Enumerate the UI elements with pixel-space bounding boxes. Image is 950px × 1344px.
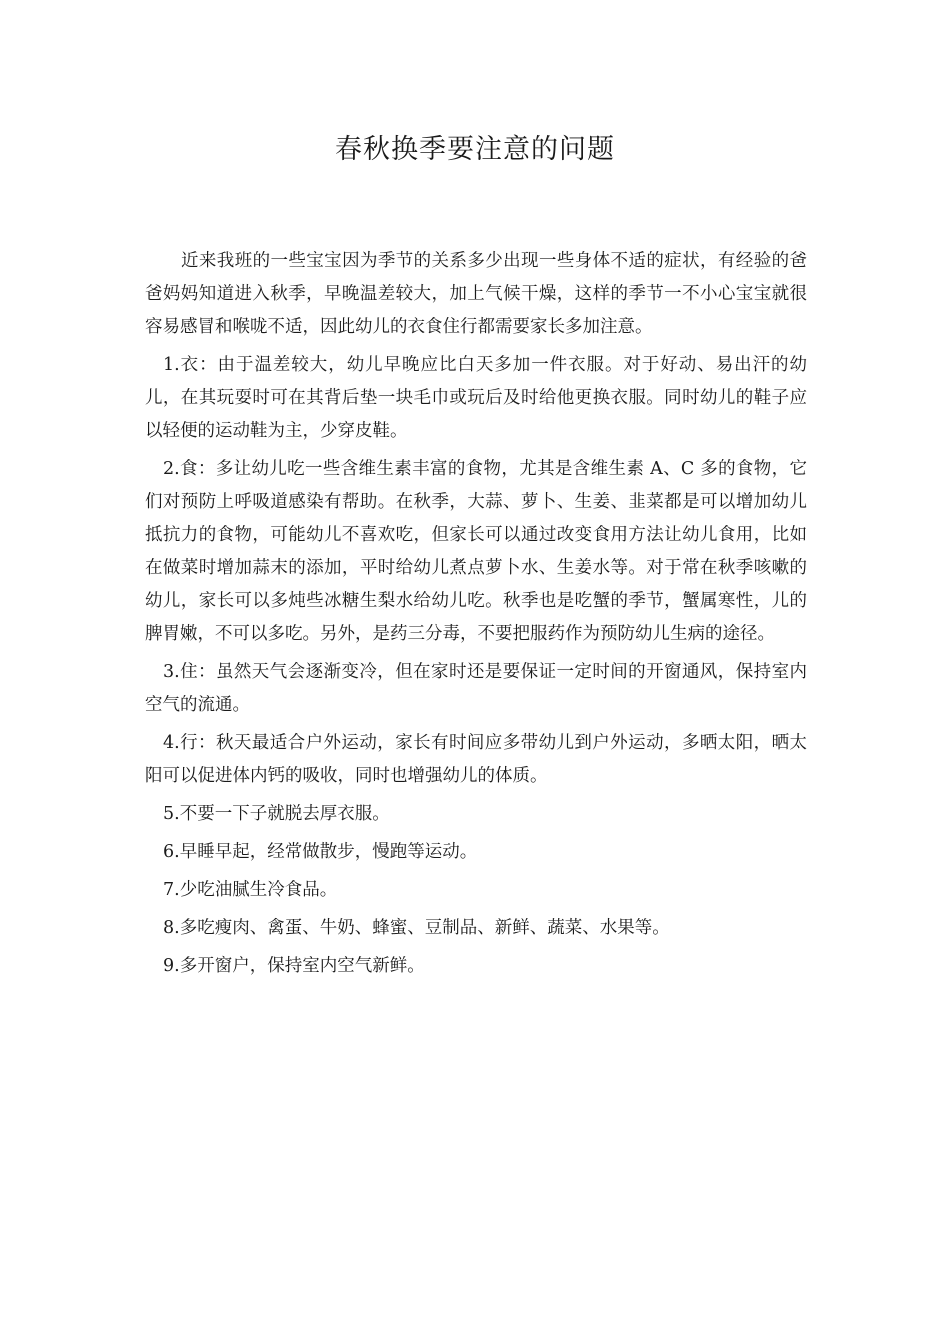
list-item: 8.多吃瘦肉、禽蛋、牛奶、蜂蜜、豆制品、新鲜、蔬菜、水果等。 (163, 918, 670, 938)
list-item: 5.不要一下子就脱去厚衣服。 (163, 804, 390, 824)
list-item-travel: 4.行：秋天最适合户外运动，家长有时间应多带幼儿到户外运动，多晒太阳，晒太阳可以促进体内钙的吸收，同时也增强幼儿的体质。 (145, 733, 807, 786)
page-title: 春秋换季要注意的问题 (335, 134, 615, 165)
list-item: 7.少吃油腻生冷食品。 (163, 880, 338, 900)
list-item-clothing: 1.衣：由于温差较大，幼儿早晚应比白天多加一件衣服。对于好动、易出汗的幼儿，在其玩耍时可在其背后垫一块毛巾或玩后及时给他更换衣服。同时幼儿的鞋子应以轻便的运动鞋为主，少穿皮鞋。 (145, 355, 807, 441)
list-item-housing: 3.住：虽然天气会逐渐变冷，但在家时还是要保证一定时间的开窗通风，保持室内空气的流通。 (145, 662, 807, 715)
list-item: 6.早睡早起，经常做散步，慢跑等运动。 (163, 842, 478, 862)
intro-paragraph: 近来我班的一些宝宝因为季节的关系多少出现一些身体不适的症状，有经验的爸爸妈妈知道进入秋季，早晚温差较大，加上气候干燥，这样的季节一不小心宝宝就很容易感冒和喉咙不适，因此幼儿的衣食住行都需要家长多加注意。 (145, 251, 807, 337)
document-body (145, 245, 807, 988)
list-item: 9.多开窗户，保持室内空气新鲜。 (163, 956, 425, 976)
list-item-food: 2.食：多让幼儿吃一些含维生素丰富的食物，尤其是含维生素 A、C 多的食物，它们对预防上呼吸道感染有帮助。在秋季，大蒜、萝卜、生姜、韭菜都是可以增加幼儿抵抗力的食物，可能幼儿不喜欢吃，但家长可以通过改变食用方法让幼儿食用，比如在做菜时增加蒜末的添加，平时给幼儿煮点萝卜水、生姜水等。对于常在秋季咳嗽的幼儿，家长可以多炖些冰糖生梨水给幼儿吃。秋季也是吃蟹的季节，蟹属寒性，儿的脾胃嫩，不可以多吃。另外，是药三分毒，不要把服药作为预防幼儿生病的途径。 (145, 459, 807, 644)
